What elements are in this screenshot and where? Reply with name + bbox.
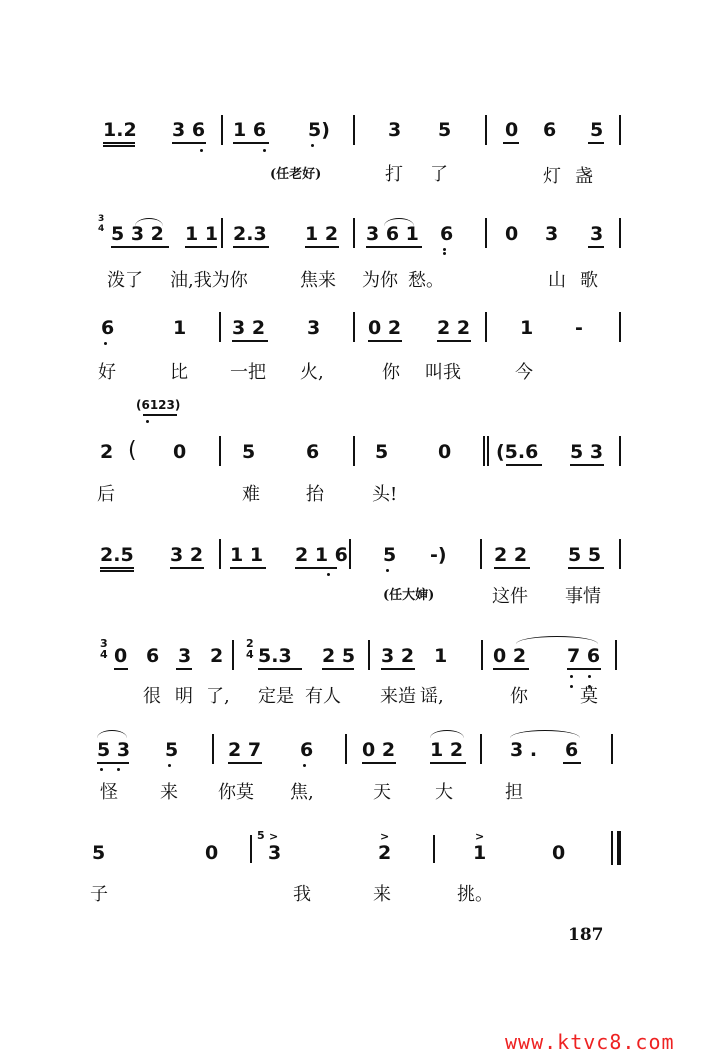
lyric-7-3: 你莫 [218, 782, 254, 803]
note-6-4: 2 [210, 645, 224, 667]
note-6-10: 7 6 [567, 645, 601, 667]
lyric-3-3: 一把 [230, 362, 266, 383]
bar-line [212, 734, 214, 764]
note-6-9: 0 2 [493, 645, 527, 667]
lyric-1-1: 打 [385, 164, 403, 185]
note-8-5: 1 [473, 842, 487, 864]
time-signature: 3 4 [98, 214, 105, 234]
bar-line [619, 218, 621, 248]
note-3-2: 1 [173, 317, 187, 339]
lyric-8-2: 我 [293, 884, 311, 905]
note-1-6: 5 [438, 119, 452, 141]
lyric-5-2: 事情 [565, 586, 601, 607]
note-3-5: 0 2 [368, 317, 402, 339]
bar-line [619, 436, 621, 466]
note-4-2: ( [128, 438, 137, 463]
lyric-2-1: 泼了 [107, 270, 143, 291]
note-2-6: 6 [440, 223, 454, 245]
bar-line [619, 312, 621, 342]
lyric-7-2: 来 [160, 782, 178, 803]
staff-line-5 [0, 533, 710, 593]
note-5-6: -) [430, 544, 447, 566]
bar-line [487, 436, 489, 466]
lyric-8-1: 子 [90, 884, 108, 905]
note-4-7: 0 [438, 441, 452, 463]
bar-line [619, 115, 621, 145]
note-7-4: 6 [300, 739, 314, 761]
note-4-8: (5.6 [496, 441, 539, 463]
note-3-1: 6 [101, 317, 115, 339]
staff-line-6 [0, 636, 710, 696]
note-3-8: - [575, 317, 583, 339]
note-1-9: 5 [590, 119, 604, 141]
note-5-7: 2 2 [494, 544, 528, 566]
note-1-8: 6 [543, 119, 557, 141]
bar-line [353, 115, 355, 145]
speaker-annotation: (任老好) [270, 167, 322, 182]
lyric-6-8: 你 [510, 686, 528, 707]
lyric-2-7: 歌 [580, 270, 598, 291]
note-6-8: 1 [434, 645, 448, 667]
note-4-6: 5 [375, 441, 389, 463]
note-2-1: 5 3 2 [111, 223, 164, 245]
bar-line [615, 640, 617, 670]
note-2-7: 0 [505, 223, 519, 245]
time-signature: 3 4 [100, 637, 108, 661]
note-2-5: 3 6 1 [366, 223, 419, 245]
bar-line [345, 734, 347, 764]
bar-line [481, 640, 483, 670]
note-1-5: 3 [388, 119, 402, 141]
note-4-3: 0 [173, 441, 187, 463]
bar-line [221, 218, 223, 248]
bar-line [485, 312, 487, 342]
staff-line-1 [0, 110, 710, 170]
bar-line [433, 835, 435, 863]
bar-line [353, 312, 355, 342]
note-7-8: 6 [565, 739, 579, 761]
lyric-3-5: 你 [382, 362, 400, 383]
page-number: 187 [568, 925, 604, 945]
note-3-6: 2 2 [437, 317, 471, 339]
time-signature: 2 4 [246, 637, 254, 661]
bar-line [353, 218, 355, 248]
bar-line [219, 539, 221, 569]
grace-note-5: 5 [257, 829, 265, 842]
final-bar-thick [617, 831, 621, 865]
lyric-7-5: 天 [373, 782, 391, 803]
note-1-3: 1 6 [233, 119, 267, 141]
note-7-3: 2 7 [228, 739, 262, 761]
note-6-7: 3 2 [381, 645, 415, 667]
note-4-9: 5 3 [570, 441, 604, 463]
note-7-6: 1 2 [430, 739, 464, 761]
note-8-1: 5 [92, 842, 106, 864]
bar-line [368, 640, 370, 670]
note-8-3: 3 [268, 842, 282, 864]
note-6-6: 2 5 [322, 645, 356, 667]
note-2-3: 2.3 [233, 223, 267, 245]
note-7-2: 5 [165, 739, 179, 761]
lyric-7-7: 担 [505, 782, 523, 803]
note-5-8: 5 5 [568, 544, 602, 566]
lyric-3-4: 火, [300, 362, 324, 383]
lyric-3-2: 比 [170, 362, 188, 383]
lyric-2-4: 为你 [362, 270, 398, 291]
lyric-4-3: 抬 [306, 484, 324, 505]
lyric-8-3: 来 [373, 884, 391, 905]
lyric-4-4: 头! [372, 484, 398, 505]
bar-line [349, 539, 351, 569]
lyric-6-1: 很 [143, 686, 161, 707]
grace-ornament: (6123) [136, 398, 181, 412]
lyric-7-4: 焦, [290, 782, 314, 803]
note-7-5: 0 2 [362, 739, 396, 761]
bar-line [485, 218, 487, 248]
note-2-9: 3 [590, 223, 604, 245]
lyric-2-5: 愁。 [408, 270, 444, 291]
note-8-6: 0 [552, 842, 566, 864]
final-bar-thin [611, 831, 613, 865]
bar-line [250, 835, 252, 863]
lyric-5-1: 这件 [492, 586, 528, 607]
bar-line [353, 436, 355, 466]
lyric-2-6: 山 [548, 270, 566, 291]
note-1-2: 3 6 [172, 119, 206, 141]
lyric-1-3: 灯 [543, 166, 561, 187]
note-6-5: 5.3 [258, 645, 292, 667]
note-6-1: 0 [114, 645, 128, 667]
speaker-annotation: (任大婶) [383, 588, 435, 603]
lyric-7-1: 怪 [100, 782, 118, 803]
staff-line-2 [0, 212, 710, 272]
lyric-6-2: 明 [175, 686, 193, 707]
note-5-2: 3 2 [170, 544, 204, 566]
lyric-4-1: 后 [97, 484, 115, 505]
bar-line [485, 115, 487, 145]
note-2-4: 1 2 [305, 223, 339, 245]
lyric-6-4: 定是 [258, 686, 294, 707]
note-5-3: 1 1 [230, 544, 264, 566]
note-7-1: 5 3 [97, 739, 131, 761]
site-watermark: www.ktvc8.com [505, 1030, 675, 1054]
bar-line [232, 640, 234, 670]
note-4-4: 5 [242, 441, 256, 463]
bar-line [480, 734, 482, 764]
note-4-1: 2 [100, 441, 114, 463]
staff-line-8 [0, 825, 710, 885]
bar-line [219, 312, 221, 342]
lyric-8-4: 挑。 [457, 884, 493, 905]
lyric-2-2: 油,我为你 [170, 270, 248, 291]
note-8-4: 2 [378, 842, 392, 864]
lyric-6-3: 了, [206, 686, 230, 707]
lyric-6-7: 谣, [420, 686, 444, 707]
note-1-7: 0 [505, 119, 519, 141]
staff-line-3 [0, 306, 710, 366]
note-4-5: 6 [306, 441, 320, 463]
bar-line [480, 539, 482, 569]
lyric-7-6: 大 [435, 782, 453, 803]
lyric-3-1: 好 [98, 362, 116, 383]
note-3-7: 1 [520, 317, 534, 339]
accent-mark: > [475, 830, 485, 843]
note-3-3: 3 2 [232, 317, 266, 339]
note-2-2: 1 1 [185, 223, 219, 245]
note-2-8: 3 [545, 223, 559, 245]
note-6-2: 6 [146, 645, 160, 667]
bar-line [483, 436, 485, 466]
lyric-6-9: 莫 [580, 686, 598, 707]
bar-line [221, 115, 223, 145]
lyric-4-2: 难 [242, 484, 260, 505]
lyric-6-5: 有人 [305, 686, 341, 707]
bar-line [619, 539, 621, 569]
lyric-1-2: 了 [430, 164, 448, 185]
note-1-4: 5) [308, 119, 330, 141]
note-7-7: 3 . [510, 739, 538, 761]
note-5-4: 2 1 6 [295, 544, 348, 566]
lyric-6-6: 来造 [380, 686, 416, 707]
bar-line [219, 436, 221, 466]
note-6-3: 3 [178, 645, 192, 667]
accent-mark: > [269, 830, 279, 843]
note-1-1: 1.2 [103, 119, 137, 141]
lyric-1-4: 盏 [575, 166, 593, 187]
note-5-5: 5 [383, 544, 397, 566]
bar-line [611, 734, 613, 764]
lyric-3-6: 叫我 [425, 362, 461, 383]
lyric-2-3: 焦来 [300, 270, 336, 291]
lyric-3-7: 今 [515, 362, 533, 383]
note-8-2: 0 [205, 842, 219, 864]
note-3-4: 3 [307, 317, 321, 339]
note-5-1: 2.5 [100, 544, 134, 566]
accent-mark: > [380, 830, 390, 843]
